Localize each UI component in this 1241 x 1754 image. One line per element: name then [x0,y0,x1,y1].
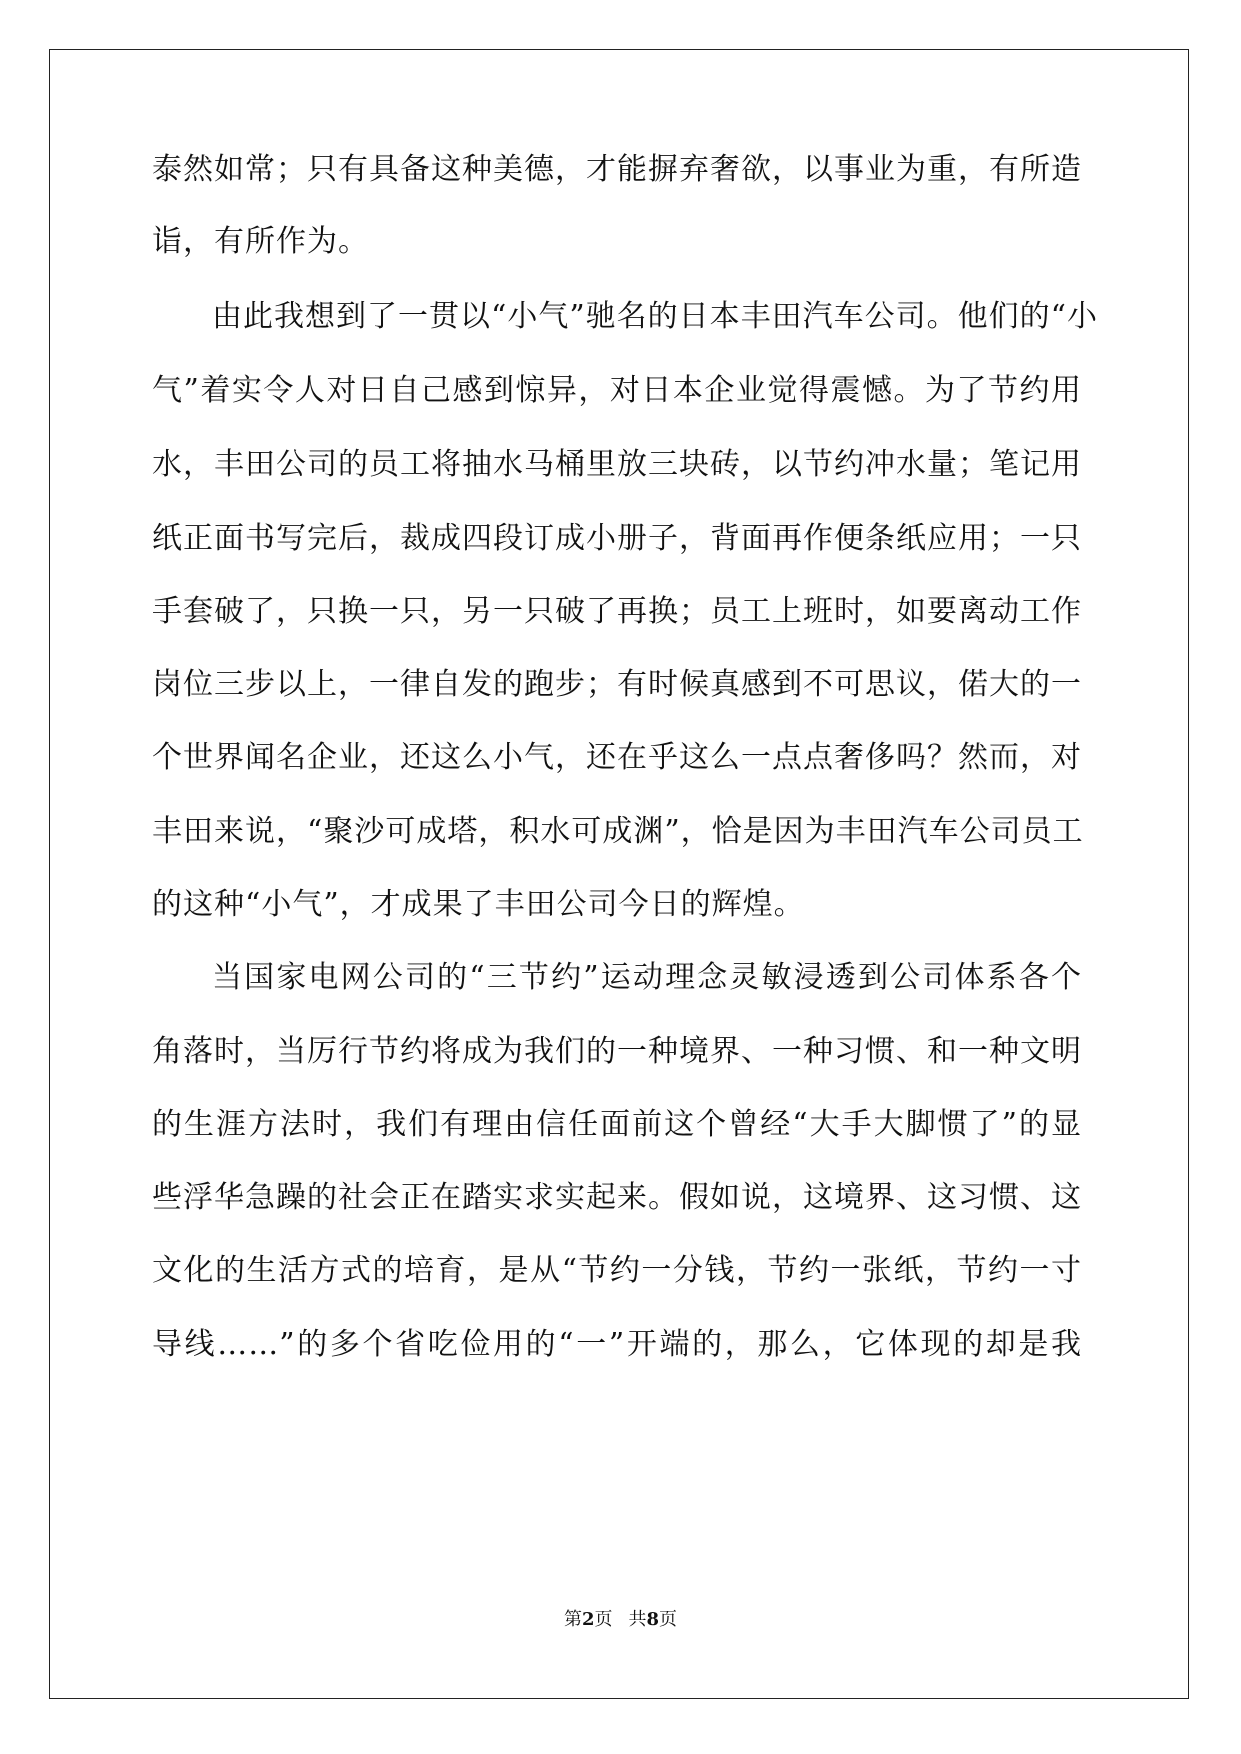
page-label-suffix: 页 [594,1609,613,1630]
body-line: 水，丰田公司的员工将抽水马桶里放三块砖，以节约冲水量；笔记用 [152,447,1082,482]
body-line: 些浮华急躁的社会正在踏实求实起来。假如说，这境界、这习惯、这 [152,1180,1082,1215]
body-line: 的生涯方法时，我们有理由信任面前这个曾经“大手大脚惯了”的显 [152,1107,1082,1142]
body-line: 岗位三步以上，一律自发的跑步；有时候真感到不可思议，偌大的一 [152,667,1082,702]
page-label-prefix: 第 [563,1609,582,1630]
paragraph-first-line: 当国家电网公司的“三节约”运动理念灵敏浸透到公司体系各个 [212,960,1082,995]
body-line: 文化的生活方式的培育，是从“节约一分钱，节约一张纸，节约一寸 [152,1253,1082,1288]
body-line: 个世界闻名企业，还这么小气，还在乎这么一点点奢侈吗？然而，对 [152,740,1082,775]
total-label-prefix: 共 [628,1609,647,1630]
body-line: 纸正面书写完后，裁成四段订成小册子，背面再作便条纸应用；一只 [152,521,1082,556]
body-line: 泰然如常；只有具备这种美德，才能摒弃奢欲，以事业为重，有所造 [152,152,1082,187]
body-line: 手套破了，只换一只，另一只破了再换；员工上班时，如要离动工作 [152,594,1082,629]
page-footer [0,1608,1241,1632]
body-line: 角落时，当厉行节约将成为我们的一种境界、一种习惯、和一种文明 [152,1034,1082,1069]
paragraph-first-line: 由此我想到了一贯以“小气”驰名的日本丰田汽车公司。他们的“小 [212,299,1099,334]
page-number: 2 [581,1609,595,1630]
body-line: 的这种“小气”，才成果了丰田公司今日的辉煌。 [152,887,805,922]
total-label-suffix: 页 [659,1609,678,1630]
body-line: 诣，有所作为。 [152,224,369,259]
body-line: 气”着实令人对日自己感到惊异，对日本企业觉得震憾。为了节约用 [152,373,1082,408]
body-line: 丰田来说，“聚沙可成塔，积水可成渊”，恰是因为丰田汽车公司员工 [152,814,1084,849]
total-pages: 8 [646,1609,660,1630]
body-line: 导线……”的多个省吃俭用的“一”开端的，那么，它体现的却是我 [152,1327,1082,1362]
